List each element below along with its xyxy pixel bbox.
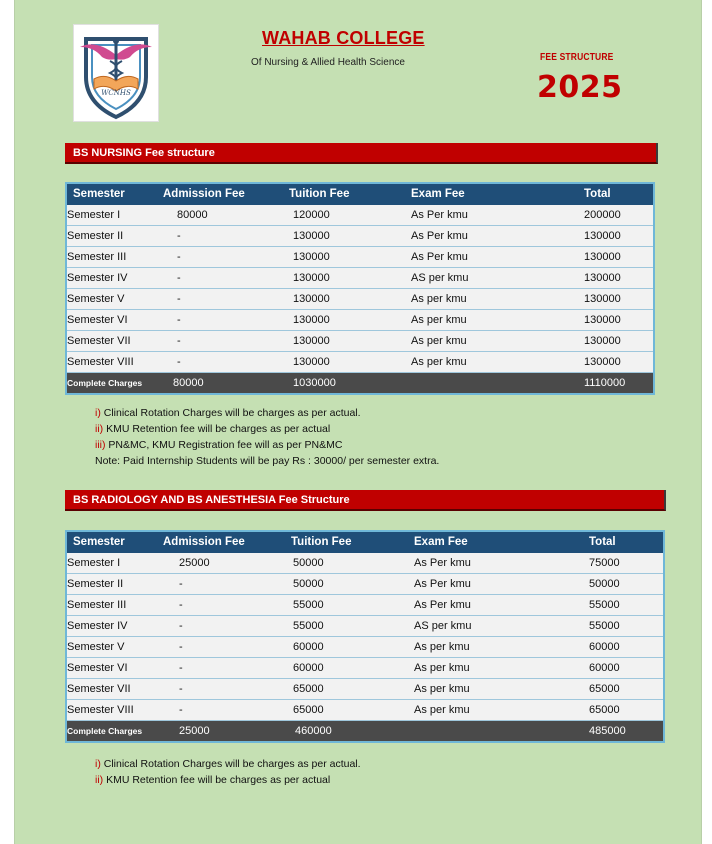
- total-cell: 60000: [589, 662, 620, 674]
- table-row: [67, 658, 663, 679]
- tuition-fee-cell: 120000: [293, 209, 330, 221]
- exam-fee-cell: As per kmu: [411, 356, 467, 368]
- exam-fee-cell: As Per kmu: [411, 209, 468, 221]
- table-row: [67, 205, 653, 226]
- total-cell: 50000: [589, 578, 620, 590]
- exam-fee-cell: As per kmu: [414, 683, 470, 695]
- table-header-row: [67, 532, 663, 553]
- note-number: ii): [95, 774, 104, 786]
- table-row: [67, 616, 663, 637]
- note-line: [95, 437, 439, 453]
- tuition-fee-cell: 130000: [293, 293, 330, 305]
- table-row: [67, 700, 663, 721]
- tuition-fee-cell: 130000: [293, 356, 330, 368]
- admission-fee-cell: 25000: [179, 557, 210, 569]
- exam-fee-cell: As per kmu: [414, 662, 470, 674]
- note-text: KMU Retention fee will be charges as per actual: [103, 423, 331, 435]
- semester-cell: Semester I: [67, 557, 121, 569]
- admission-fee-cell: -: [179, 578, 183, 590]
- semester-cell: Semester IV: [67, 272, 128, 284]
- note-line: [95, 421, 439, 437]
- column-header: Tuition Fee: [291, 536, 352, 548]
- semester-cell: Semester II: [67, 578, 124, 590]
- total-cell: 130000: [584, 314, 621, 326]
- table-header-row: [67, 184, 653, 205]
- semester-cell: Semester VII: [67, 683, 131, 695]
- total-cell: 65000: [589, 704, 620, 716]
- column-header: Semester: [73, 188, 125, 200]
- column-header: Exam Fee: [411, 188, 465, 200]
- semester-cell: Semester I: [67, 209, 121, 221]
- tuition-fee-cell: 60000: [293, 641, 324, 653]
- total-cell: 55000: [589, 620, 620, 632]
- fee-year: 2025: [537, 70, 623, 105]
- table-row: [67, 352, 653, 373]
- column-header: Admission Fee: [163, 188, 245, 200]
- note-number: iii): [95, 439, 106, 451]
- admission-fee-cell: -: [179, 620, 183, 632]
- total-cell: 75000: [589, 557, 620, 569]
- admission-fee-cell: -: [177, 335, 181, 347]
- admission-fee-cell: -: [177, 251, 181, 263]
- admission-fee-cell: -: [179, 704, 183, 716]
- table-row: [67, 226, 653, 247]
- admission-fee-cell: -: [177, 314, 181, 326]
- note-number: i): [95, 407, 101, 419]
- table-total-row: [67, 373, 653, 393]
- semester-cell: Semester V: [67, 641, 125, 653]
- exam-fee-cell: As per kmu: [411, 314, 467, 326]
- note-text: KMU Retention fee will be charges as per actual: [103, 774, 331, 786]
- tuition-fee-cell: 50000: [293, 557, 324, 569]
- column-header: Semester: [73, 536, 125, 548]
- table-row: [67, 289, 653, 310]
- admission-fee-cell: -: [177, 356, 181, 368]
- exam-fee-cell: As Per kmu: [411, 251, 468, 263]
- note-number: ii): [95, 423, 104, 435]
- fee-structure-page: [14, 0, 702, 844]
- radiology-notes: [95, 756, 361, 788]
- semester-cell: Semester VII: [67, 335, 131, 347]
- complete-charges-label: Complete Charges: [67, 726, 143, 736]
- column-header: Total: [589, 536, 616, 548]
- tuition-fee-cell: 50000: [293, 578, 324, 590]
- college-subtitle: Of Nursing & Allied Health Science: [251, 57, 405, 68]
- college-name: WAHAB COLLEGE: [262, 28, 425, 48]
- table-row: [67, 247, 653, 268]
- table-row: [67, 268, 653, 289]
- tuition-fee-cell: 55000: [293, 620, 324, 632]
- total-cell: 1110000: [584, 377, 626, 389]
- total-cell: 60000: [589, 641, 620, 653]
- logo-text: WCNHS: [101, 89, 131, 97]
- semester-cell: Semester V: [67, 293, 125, 305]
- note-number: i): [95, 758, 101, 770]
- note-text: Note: Paid Internship Students will be pay Rs : 30000/ per semester extra.: [95, 455, 440, 467]
- note-line: [95, 453, 439, 469]
- radiology-section-title: BS RADIOLOGY AND BS ANESTHESIA Fee Structure: [65, 490, 666, 511]
- table-row: [67, 574, 663, 595]
- table-row: [67, 331, 653, 352]
- tuition-fee-cell: 130000: [293, 314, 330, 326]
- admission-fee-cell: -: [179, 662, 183, 674]
- exam-fee-cell: AS per kmu: [414, 620, 472, 632]
- note-line: [95, 405, 439, 421]
- column-header: Total: [584, 188, 611, 200]
- total-cell: 130000: [584, 230, 621, 242]
- nursing-notes: [95, 405, 439, 469]
- exam-fee-cell: As per kmu: [414, 704, 470, 716]
- admission-fee-cell: 25000: [179, 725, 210, 737]
- exam-fee-cell: As per kmu: [414, 641, 470, 653]
- admission-fee-cell: -: [177, 230, 181, 242]
- caduceus-logo-icon: [74, 25, 158, 121]
- semester-cell: Semester III: [67, 251, 127, 263]
- total-cell: 200000: [584, 209, 621, 221]
- table-row: [67, 553, 663, 574]
- table-row: [67, 595, 663, 616]
- fee-structure-label: FEE STRUCTURE: [540, 52, 614, 63]
- semester-cell: Semester VI: [67, 314, 128, 326]
- admission-fee-cell: -: [179, 599, 183, 611]
- total-cell: 65000: [589, 683, 620, 695]
- exam-fee-cell: As Per kmu: [414, 557, 471, 569]
- table-row: [67, 679, 663, 700]
- exam-fee-cell: As Per kmu: [411, 230, 468, 242]
- radiology-fee-table: [65, 530, 665, 743]
- total-cell: 55000: [589, 599, 620, 611]
- semester-cell: Semester III: [67, 599, 127, 611]
- total-cell: 485000: [589, 725, 626, 737]
- admission-fee-cell: -: [177, 293, 181, 305]
- admission-fee-cell: -: [179, 683, 183, 695]
- exam-fee-cell: As per kmu: [411, 293, 467, 305]
- note-text: PN&MC, KMU Registration fee will as per PN&MC: [105, 439, 343, 451]
- nursing-fee-table: [65, 182, 655, 395]
- total-cell: 130000: [584, 272, 621, 284]
- college-logo: [73, 24, 159, 122]
- note-line: [95, 772, 361, 788]
- semester-cell: Semester II: [67, 230, 124, 242]
- admission-fee-cell: -: [179, 641, 183, 653]
- tuition-fee-cell: 1030000: [293, 377, 336, 389]
- exam-fee-cell: AS per kmu: [411, 272, 469, 284]
- tuition-fee-cell: 130000: [293, 272, 330, 284]
- note-text: Clinical Rotation Charges will be charges as per actual.: [100, 758, 361, 770]
- tuition-fee-cell: 65000: [293, 683, 324, 695]
- tuition-fee-cell: 460000: [295, 725, 332, 737]
- exam-fee-cell: As Per kmu: [414, 599, 471, 611]
- semester-cell: Semester VIII: [67, 356, 134, 368]
- tuition-fee-cell: 130000: [293, 251, 330, 263]
- tuition-fee-cell: 65000: [293, 704, 324, 716]
- column-header: Exam Fee: [414, 536, 468, 548]
- note-line: [95, 756, 361, 772]
- tuition-fee-cell: 55000: [293, 599, 324, 611]
- tuition-fee-cell: 60000: [293, 662, 324, 674]
- table-total-row: [67, 721, 663, 741]
- semester-cell: Semester VIII: [67, 704, 134, 716]
- note-text: Clinical Rotation Charges will be charges as per actual.: [100, 407, 361, 419]
- admission-fee-cell: -: [177, 272, 181, 284]
- exam-fee-cell: As per kmu: [411, 335, 467, 347]
- total-cell: 130000: [584, 356, 621, 368]
- tuition-fee-cell: 130000: [293, 230, 330, 242]
- total-cell: 130000: [584, 335, 621, 347]
- column-header: Admission Fee: [163, 536, 245, 548]
- semester-cell: Semester VI: [67, 662, 128, 674]
- column-header: Tuition Fee: [289, 188, 350, 200]
- table-row: [67, 310, 653, 331]
- admission-fee-cell: 80000: [173, 377, 204, 389]
- tuition-fee-cell: 130000: [293, 335, 330, 347]
- table-row: [67, 637, 663, 658]
- nursing-section-title: BS NURSING Fee structure: [65, 143, 658, 164]
- total-cell: 130000: [584, 293, 621, 305]
- admission-fee-cell: 80000: [177, 209, 208, 221]
- complete-charges-label: Complete Charges: [67, 378, 143, 388]
- semester-cell: Semester IV: [67, 620, 128, 632]
- exam-fee-cell: As Per kmu: [414, 578, 471, 590]
- total-cell: 130000: [584, 251, 621, 263]
